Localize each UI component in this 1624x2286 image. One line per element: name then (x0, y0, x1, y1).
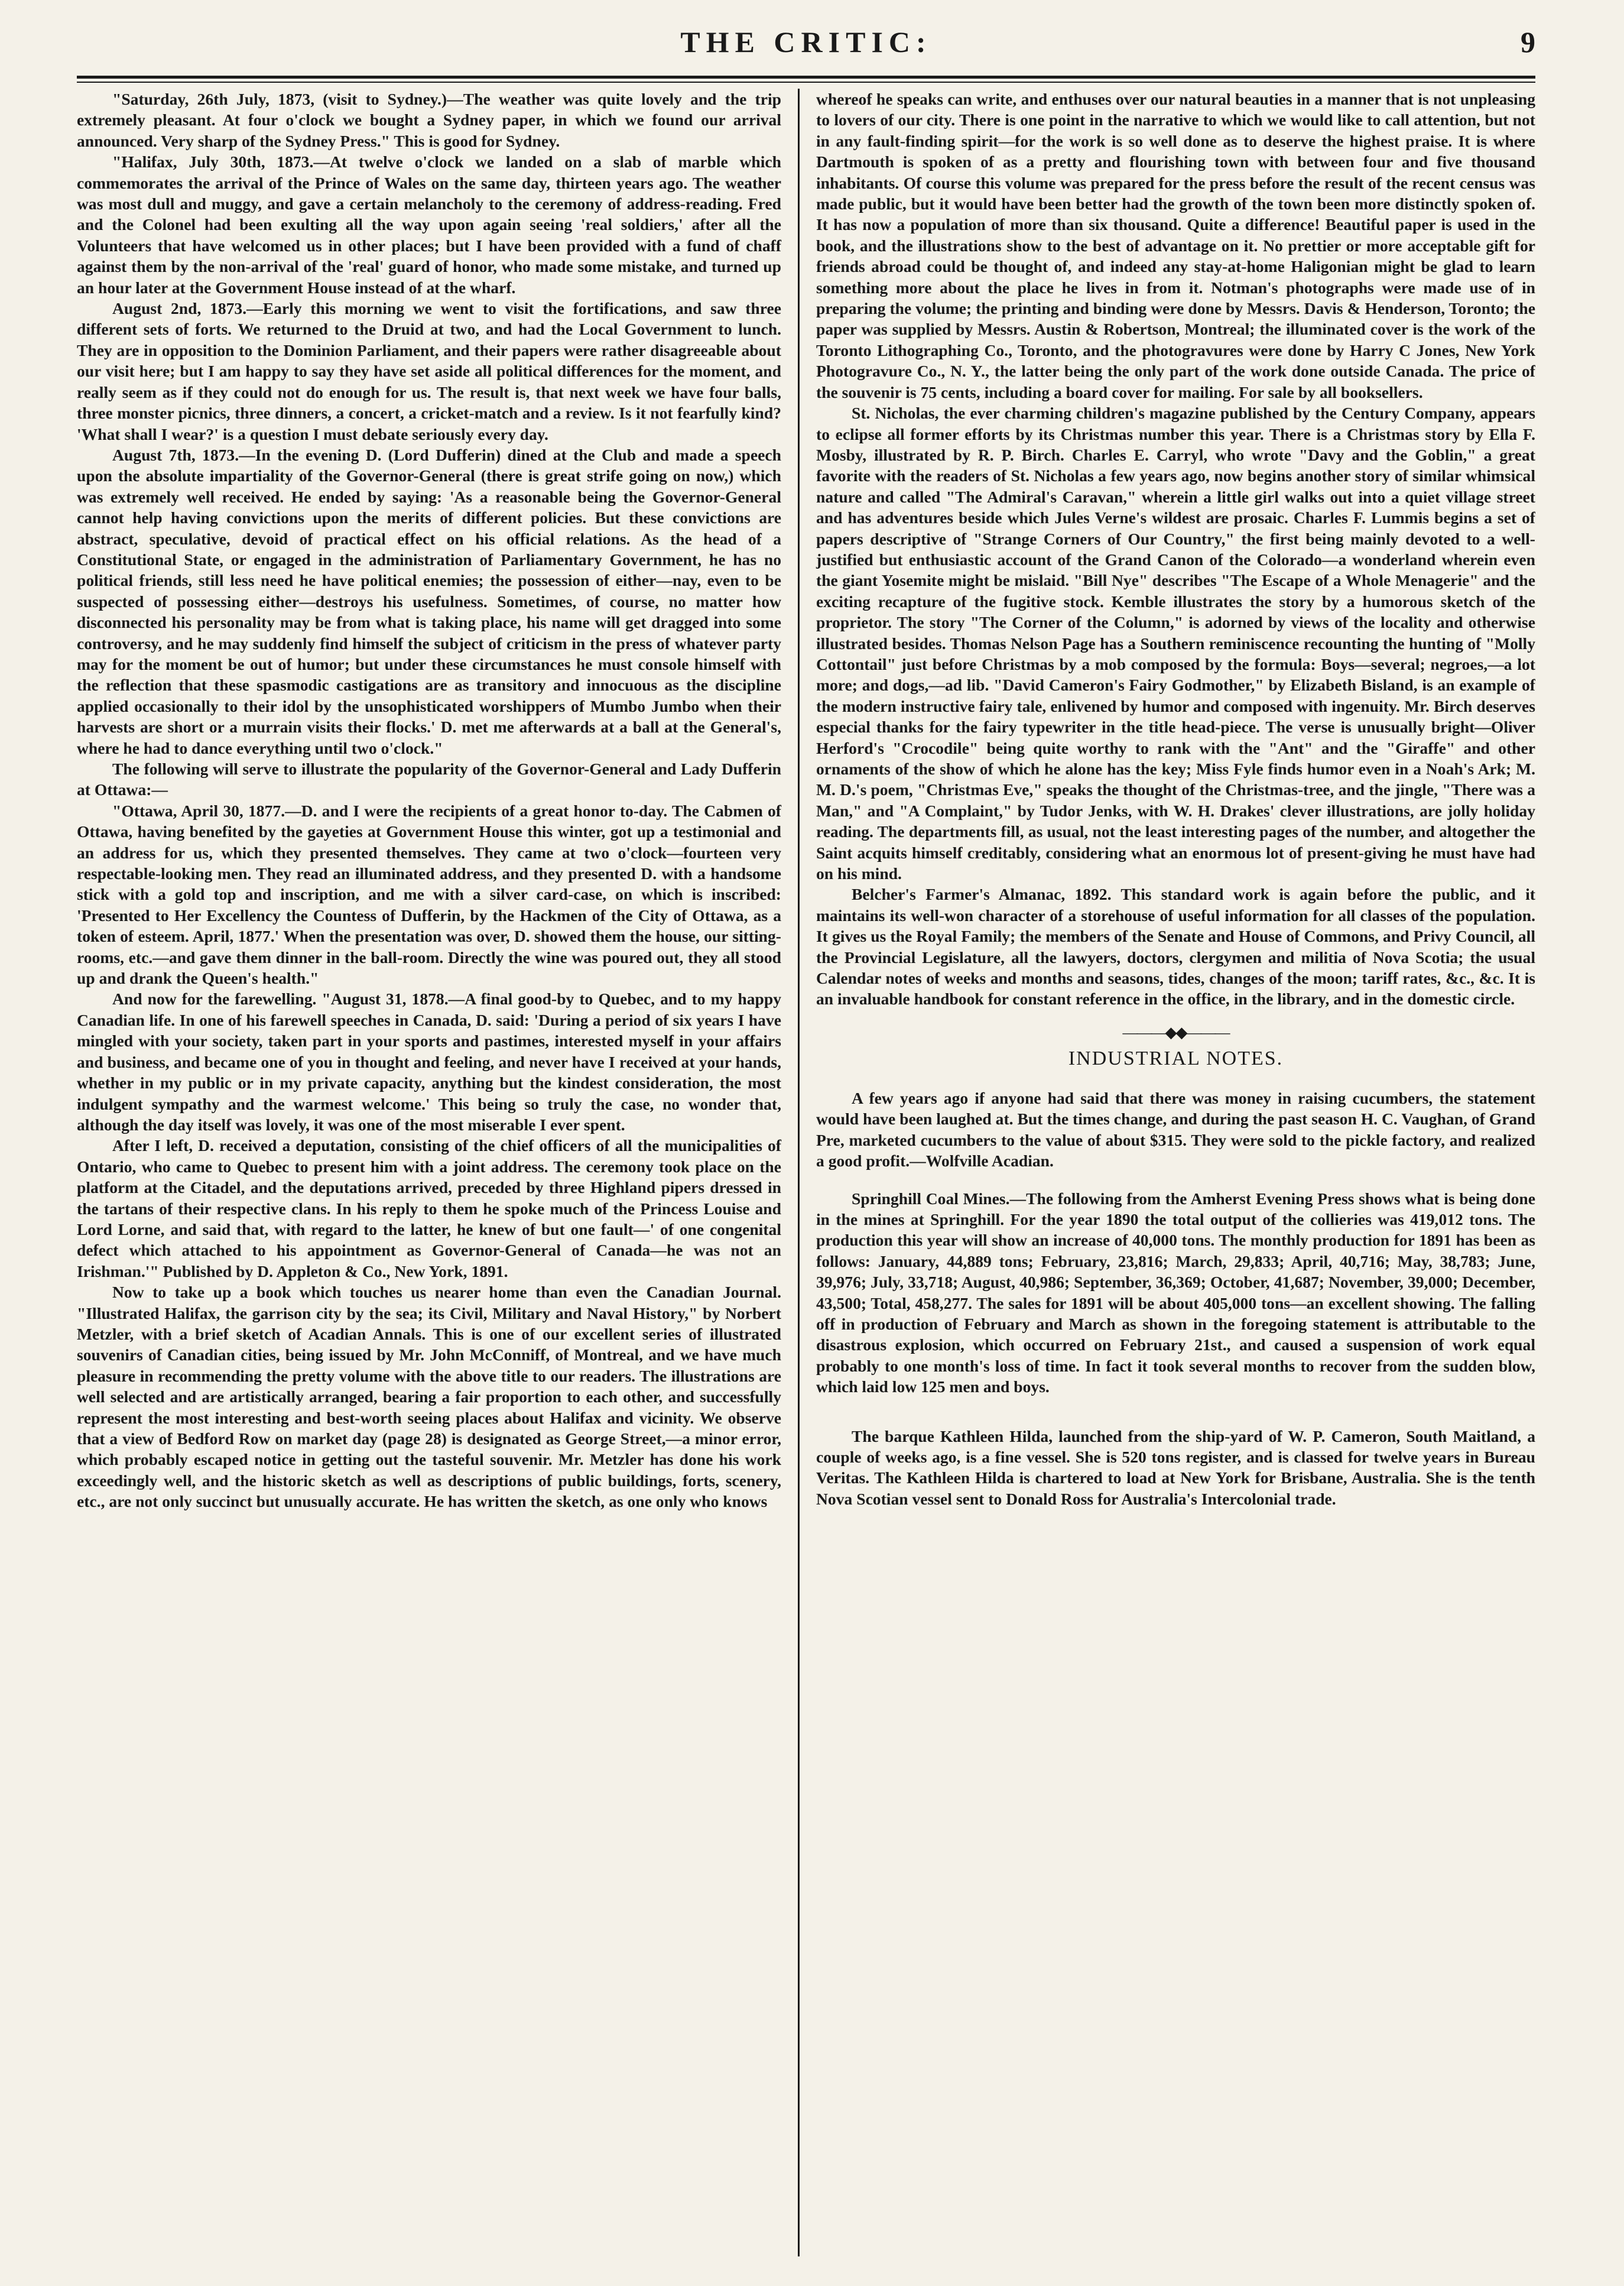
article-paragraph: The following will serve to illustrate the popularity of the Governor-General and Lady Dufferin at Ottawa:— (77, 760, 781, 799)
industrial-note: A few years ago if anyone had said that there was money in raising cucumbers, the statement would have been laughed at. But the times change, and during the past season H. C. Vaughan, of Grand Pre, marketed cucumbers to the value of about $315. They were sold to the pickle factory, and realized a good profit.—Wolfville Acadian. (816, 1088, 1535, 1170)
section-heading: INDUSTRIAL NOTES. (1068, 1047, 1284, 1069)
article-paragraph: And now for the farewelling. "August 31, 1878.—A final good-by to Quebec, and to my happy Canadian life. In one of his farewell speeches in Canada, D. said: 'During a period of six years I have mingled with your society, taken part in your sports and pastimes, interested myself in your affairs and business, and became one of you in thought and feeling, and never have I received at your hands, whether in my public or in my private capacity, anything but the kindest consideration, the most indulgent sympathy and the warmest welcome.' This being so truly the case, no wonder that, although the day itself was lovely, it was one of the most miserable I ever spent. (77, 990, 781, 1134)
article-paragraph: After I left, D. received a deputation, consisting of the chief officers of all the municipalities of Ontario, who came to Quebec to present him with a joint address. The ceremony took place on the platform at the Citadel, and the deputations arrived, preceded by three Highland pipers dressed in the tartans of their respective clans. In his reply to them he spoke much of the Princess Louise and Lord Lorne, and said that, with regard to the latter, he knew of but one fault—' of one congenital defect which attached to his appointment as Governor-General of Canada—he was not an Irishman.'" Published by D. Appleton & Co., New York, 1891. (77, 1136, 781, 1280)
article-paragraph: August 2nd, 1873.—Early this morning we went to visit the fortifications, and saw three different sets of forts. We returned to the Druid at two, and had the Local Government to lunch. They are in opposition to the Dominion Parliament, and their papers were rather disagreeable about our visit here; but I am happy to say they have set aside all political differences for the moment, and really seem as if they could not do enough for us. The result is, that next week we have four balls, three monster picnics, three dinners, a concert, a cricket-match and a review. Is it not fearfully kind? 'What shall I wear?' is a question I must debate seriously every day. (77, 299, 781, 443)
article-paragraph: "Saturday, 26th July, 1873, (visit to Sydney.)—The weather was quite lovely and the trip extremely pleasant. At four o'clock we bought a Sydney paper, in which we found our arrival announced. Very sharp of the Sydney Press." This is good for Sydney. (77, 90, 781, 150)
header-rule (77, 76, 1535, 79)
article-paragraph: Now to take up a book which touches us nearer home than even the Canadian Journal. "Illustrated Halifax, the garrison city by the sea; its Civil, Military and Naval History," by Norbert Metzler, with a brief sketch of Acadian Annals. This is one of our excellent series of illustrated souvenirs of Canadian cities, being issued by Mr. John McConniff, of Montreal, and we have much pleasure in recommending the pretty volume with the above title to our readers. The illustrations are well selected and are artistically arranged, bearing a fair proportion to each other, and successfully represent the most interesting and best-worth seeing places about Halifax and vicinity. We observe that a view of Bedford Row on market day (page 28) is designated as George Street,—a minor error, which probably escaped notice in getting out the tasteful souvenir. Mr. Metzler has done his work exceedingly well, and the historic sketch as well as descriptions of public buildings, forts, scenery, etc., are not only succinct but unusually accurate. He has written the sketch, as one only who knows (77, 1283, 781, 1511)
header-rule-thin (77, 82, 1535, 83)
page-title: THE CRITIC: (680, 25, 932, 59)
article-paragraph: "Ottawa, April 30, 1877.—D. and I were the recipients of a great honor to-day. The Cabmen of Ottawa, having benefited by the gayeties at Government House this winter, got up a testimonial and an address for us, which they presented themselves. They came at two o'clock—fourteen very respectable-looking men. They read an illuminated address, and they presented D. with a handsome stick with a gold top and inscription, and me with a silver card-case, on which is inscribed: 'Presented to Her Excellency the Countess of Dufferin, by the Hackmen of the City of Ottawa, as a token of esteem. April, 1877.' When the presentation was over, D. showed them the house, our sitting-rooms, etc.—and gave them dinner in the ball-room. Directly the wine was poured out, they all stood up and drank the Queen's health." (77, 801, 781, 988)
article-paragraph: "Halifax, July 30th, 1873.—At twelve o'clock we landed on a slab of marble which commemorates the arrival of the Prince of Wales on the same day, thirteen years ago. The weather was most dull and muggy, and gave a certain melancholy to the ceremony of address-reading. Fred and the Colonel had been exulting all the way upon again seeing 'real soldiers,' after all the Volunteers that have welcomed us in other places; but I have been provided with a fund of chaff against them by the non-arrival of the 'real' guard of honor, who made some mistake, and turned up an hour later at the Government House instead of at the wharf. (77, 153, 781, 297)
page-number: 9 (1521, 25, 1535, 59)
note-spacer (816, 1397, 1535, 1426)
industrial-note: The barque Kathleen Hilda, launched from the ship-yard of W. P. Cameron, South Maitland, a couple of weeks ago, is a fine vessel. She is 520 tons register, and is classed for twelve years in Bureau Veritas. The Kathleen Hilda is chartered to load at New York for Brisbane, Australia. She is the tenth Nova Scotian vessel sent to Donald Ross for Australia's Intercolonial trade. (816, 1426, 1535, 1508)
article-paragraph: St. Nicholas, the ever charming children's magazine published by the Century Company, appears to eclipse all former efforts by its Christmas number this year. There is a Christmas story by Ella F. Mosby, illustrated by R. P. Birch. Charles E. Carryl, who wrote "Davy and the Goblin," a great favorite with the readers of St. Nicholas a few years ago, now begins another story of similar whimsical nature and called "The Admiral's Caravan," wherein a little girl walks out into a quiet village street and has adventures beside which Jules Verne's wildest are prosaic. Charles F. Lummis begins a set of papers descriptive of "Strange Corners of Our Country," the first being mainly devoted to a well-justified but enthusiastic account of the Grand Canon of the Colorado—a wonderland wherein even the giant Yosemite might be mislaid. "Bill Nye" describes "The Escape of a Whole Menagerie" and the exciting recapture of the fugitive stock. Kemble illustrates the story by a humorous sketch of the proprietor. The story "The Corner of the Column," is adorned by views of the locality and otherwise illustrated besides. Thomas Nelson Page has a Southern reminiscence recounting the hunting of "Molly Cottontail" just before Christmas by a mob composed by the formula: Boys—several; negroes,—a lot more; and dogs,—ad lib. "David Cameron's Fairy Godmother," by Elizabeth Bisland, is an example of the modern instructive fairy tale, enlivened by humor and composed with ingenuity. Mr. Birch deserves especial thanks for the fairy typewriter in the title head-piece. The verse is unusually bright—Oliver Herford's "Crocodile" being quite worthy to rank with the "Ant" and the "Giraffe" and other ornaments of the show of which he alone has the key; Miss Fyle finds humor even in a Noah's Ark; M. M. D.'s poem, "Christmas Eve," speaks the thought of the Christmas-tree, and the jingle, "There was a Man," and "A Complaint," by Tudor Jenks, with W. H. Drakes' clever illustrations, are jolly holiday reading. The departments fill, as usual, not the least interesting pages of the number, and altogether the Saint acquits himself creditably, considering what an enormous lot of present-giving he must have had on his mind. (816, 404, 1535, 883)
section-ornament: ———◆◆——— (1122, 1023, 1229, 1041)
article-paragraph: whereof he speaks can write, and enthuses over our natural beauties in a manner that is not unpleasing to lovers of our city. There is one point in the narrative to which we would like to call attention, but not in any fault-finding spirit—for the work is so well done as to deserve the highest praise. It is where Dartmouth is spoken of as a pretty and flourishing town with between four and five thousand inhabitants. Of course this volume was prepared for the press before the result of the recent census was made public, but it would have been better had the growth of the town been more distinctly spoken of. It has now a population of more than six thousand. Quite a difference! Beautiful paper is used in the book, and the illustrations show to the best of advantage on it. No prettier or more acceptable gift for friends abroad could be thought of, and indeed any stay-at-home Haligonian might be glad to learn something more about the place he lives in from it. Notman's photographs were made use of in preparing the volume; the printing and binding were done by Messrs. Davis & Henderson, Toronto; the paper was supplied by Messrs. Austin & Robertson, Montreal; the illuminated cover is the work of the Toronto Lithographing Co., Toronto, and the photogravures were done by Harry C Jones, New York Photogravure Co., N. Y., the latter being the only part of the work done outside Canada. The price of the souvenir is 75 cents, including a board cover for mailing. For sale by all booksellers. (816, 90, 1535, 401)
note-spacer (816, 1172, 1535, 1188)
industrial-note: Springhill Coal Mines.—The following from the Amherst Evening Press shows what is being done in the mines at Springhill. For the year 1890 the total output of the collieries was 419,012 tons. The production this year will show an increase of 40,000 tons. The monthly production for 1891 has been as follows: January, 44,889 tons; February, 23,816; March, 29,833; April, 40,716; May, 38,783; June, 39,976; July, 33,718; August, 40,986; September, 36,369; October, 41,687; November, 39,000; December, 43,500; Total, 458,277. The sales for 1891 will be about 405,000 tons—an excellent showing. The falling off in production of February and March as shown in the foregoing statement is attributable to the disastrous explosion, which occurred on February 21st., and caused a suspension of work equal probably to one month's loss of time. In fact it took several months to recover from the sudden blow, which laid low 125 men and boys. (816, 1189, 1535, 1396)
left-column (77, 89, 798, 2256)
article-paragraph: August 7th, 1873.—In the evening D. (Lord Dufferin) dined at the Club and made a speech upon the absolute impartiality of the Governor-General (there is great strife going on now,) which was extremely well received. He ended by saying: 'As a reasonable being the Governor-General cannot help having convictions upon the merits of different policies. But these convictions are abstract, speculative, devoid of practical effect on his official relations. As the head of a Constitutional State, or engaged in the administration of Parliamentary Government, he has no political friends, still less need he have political enemies; the possession of either—nay, even to be suspected of possessing either—destroys his usefulness. Sometimes, of course, no matter how disconnected his personality may be from what is taking place, his name will get dragged into some controversy, and he may suddenly find himself the subject of criticism in the press of whatever party may for the moment be out of humor; but under these circumstances he must console himself with the reflection that these spasmodic castigations are as transitory and innocuous as the discipline applied occasionally to their idol by the unsophisticated worshippers of Mumbo Jumbo when their harvests are short or a murrain visits their flocks.' D. met me afterwards at a ball at the General's, where he had to dance everything until two o'clock." (77, 445, 781, 757)
article-paragraph: Belcher's Farmer's Almanac, 1892. This standard work is again before the public, and it maintains its well-won character of a storehouse of useful information for all classes of the population. It gives us the Royal Family; the members of the Senate and House of Commons, and Privy Council, all the Provincial Legislature, all the lawyers, doctors, clergymen and militia of Nova Scotia; the usual Calendar notes of weeks and months and seasons, tides, changes of the moon; tariff rates, &c., &c. It is an invaluable handbook for constant reference in the office, in the library, and in the domestic circle. (816, 885, 1535, 1009)
text-columns (77, 89, 1535, 2256)
right-column (800, 89, 1535, 2256)
masthead (77, 24, 1535, 71)
